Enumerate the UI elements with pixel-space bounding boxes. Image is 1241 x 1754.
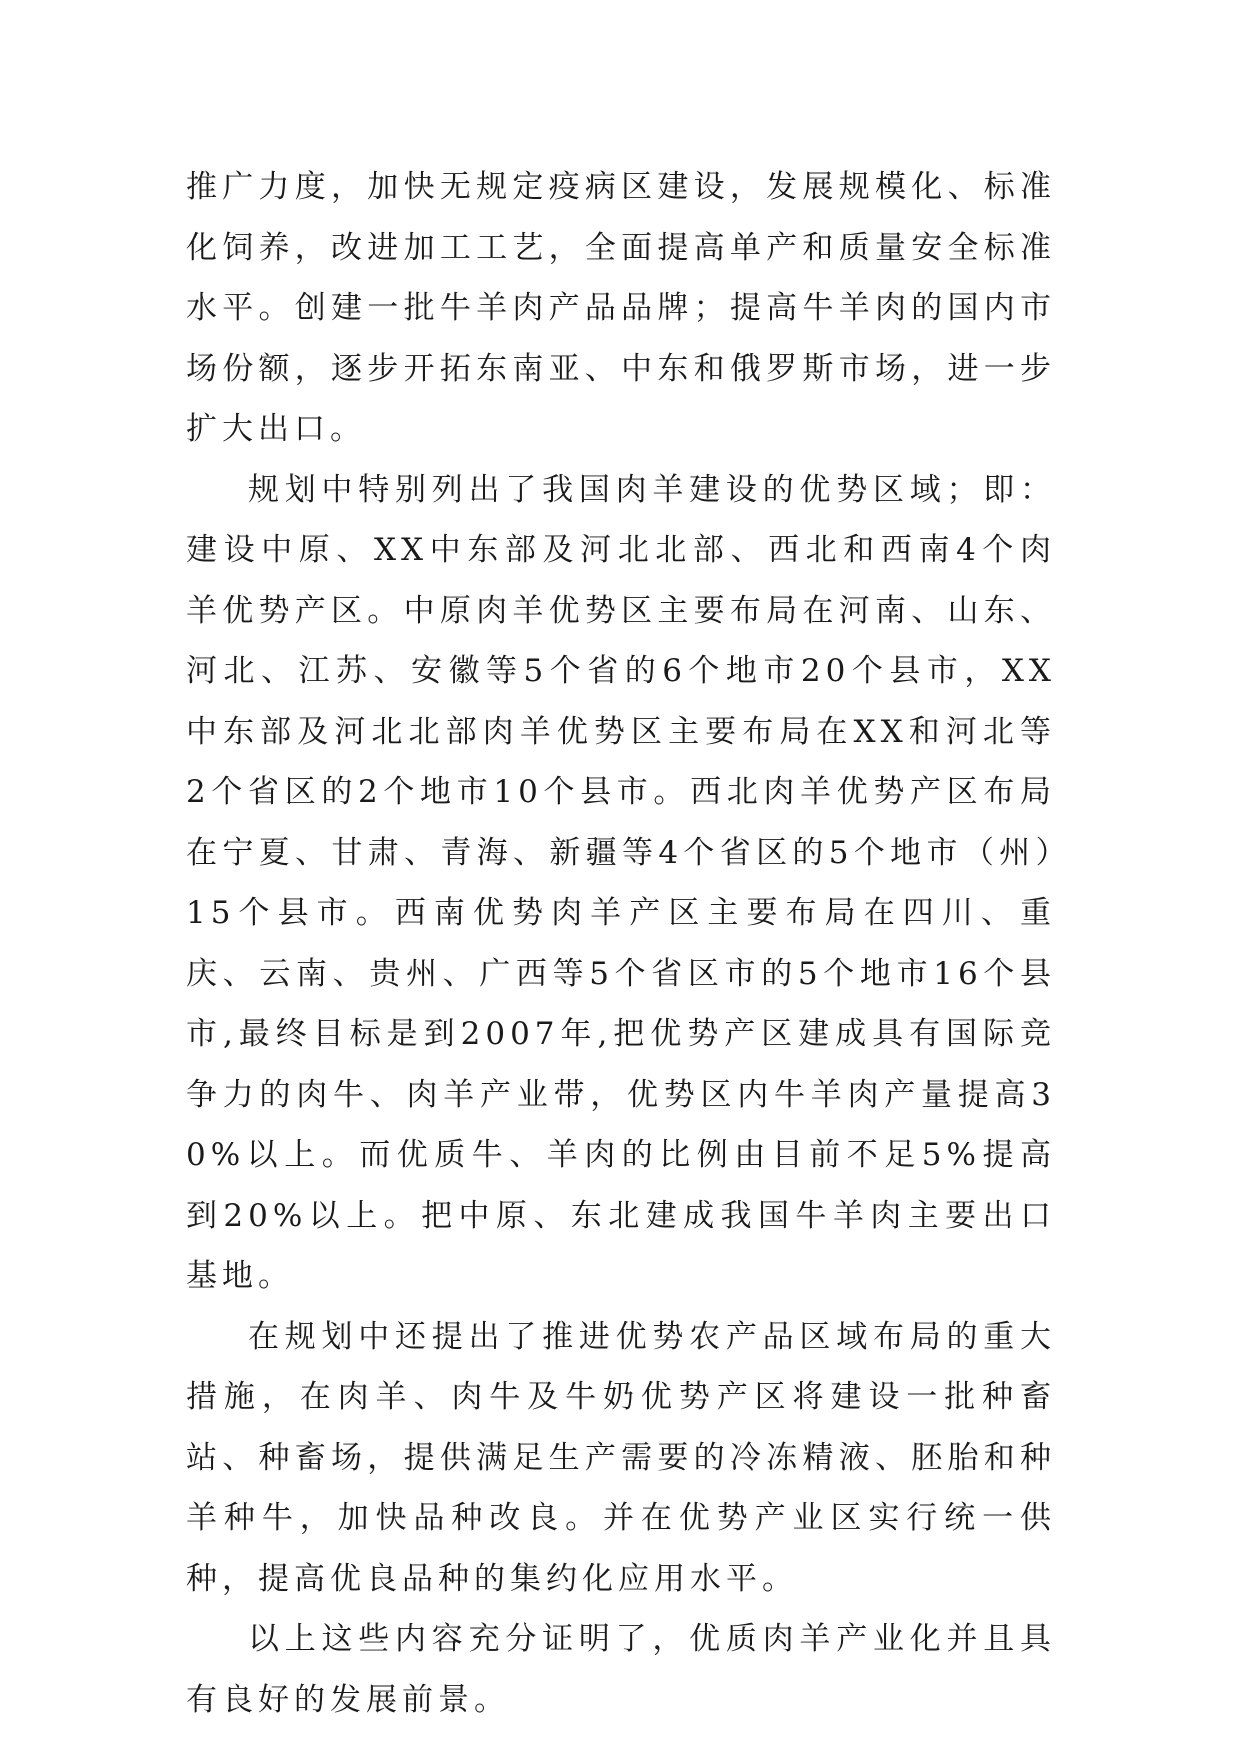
- paragraph-3: 在规划中还提出了推进优势农产品区域布局的重大措施，在肉羊、肉牛及牛奶优势产区将建设一批种畜站、种畜场，提供满足生产需要的冷冻精液、胚胎和种羊种牛，加快品种改良。并在优势产业区实行统一供种，提高优良品种的集约化应用水平。: [186, 1318, 1056, 1597]
- document-body: [186, 157, 1056, 1730]
- paragraph-2: 规划中特别列出了我国肉羊建设的优势区域；即：建设中原、XX中东部及河北北部、西北和西南4个肉羊优势产区。中原肉羊优势区主要布局在河南、山东、河北、江苏、安徽等5个省的6个地市20个县市，XX中东部及河北北部肉羊优势区主要布局在XX和河北等2个省区的2个地市10个县市。西北肉羊优势产区布局在宁夏、甘肃、青海、新疆等4个省区的5个地市（州）15个县市。西南优势肉羊产区主要布局在四川、重庆、云南、贵州、广西等5个省区市的5个地市16个县市,最终目标是到2007年,把优势产区建成具有国际竞争力的肉牛、肉羊产业带，优势区内牛羊肉产量提高30%以上。而优质牛、羊肉的比例由目前不足5%提高到20%以上。把中原、东北建成我国牛羊肉主要出口基地。: [186, 471, 1056, 1294]
- paragraph-4: 以上这些内容充分证明了，优质肉羊产业化并且具有良好的发展前景。: [186, 1621, 1056, 1718]
- paragraph-1: 推广力度，加快无规定疫病区建设，发展规模化、标准化饲养，改进加工工艺，全面提高单产和质量安全标准水平。创建一批牛羊肉产品品牌；提高牛羊肉的国内市场份额，逐步开拓东南亚、中东和俄罗斯市场，进一步扩大出口。: [186, 169, 1056, 447]
